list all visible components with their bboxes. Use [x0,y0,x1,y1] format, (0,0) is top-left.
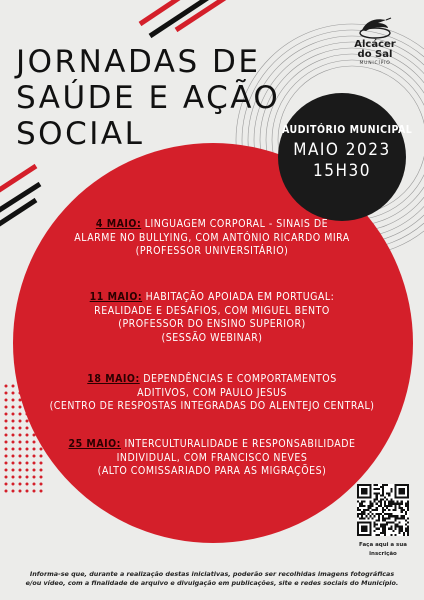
dot [12,483,15,486]
qr-caption-line-1: Faça aqui a sua [359,542,407,548]
notice-line-1: Informa-se que, durante a realização destas iniciativas, poderão ser recolhidas imagens fotográficas [29,570,395,578]
session-line-4: (SESSÃO WEBINAR) [161,331,263,344]
dot [26,420,29,423]
dot [12,406,15,409]
dot [19,469,22,472]
dot [5,476,8,479]
dot [19,413,22,416]
session-topic: INTERCULTURALIDADE E RESPONSABILIDADE [124,438,356,450]
session-line-2: ALARME NO BULLYING, COM ANTÓNIO RICARDO MIRA [74,231,350,244]
dot [19,441,22,444]
dot [5,427,8,430]
dot [12,427,15,430]
dot [5,434,8,437]
venue-time: 15H30 [313,161,371,181]
session-day: 11 MAIO: [89,291,143,303]
dot [5,406,8,409]
session-topic: DEPENDÊNCIAS E COMPORTAMENTOS [143,373,337,385]
dot [12,441,15,444]
dot [19,462,22,465]
session-item [24,438,400,479]
dot [19,455,22,458]
dot [12,385,15,388]
title-line-1: JORNADAS DE [16,44,261,80]
dot [40,483,43,486]
session-line-1 [24,438,400,452]
dot [5,455,8,458]
dot [26,483,29,486]
dot [5,469,8,472]
dot [12,469,15,472]
logo-name-line-1: Alcácer [354,39,396,50]
dot [19,406,22,409]
session-day: 18 MAIO: [87,373,140,385]
dot [5,483,8,486]
session-line-1 [24,218,400,232]
qr-code[interactable] [357,484,409,536]
venue-info [282,124,413,182]
dot [5,441,8,444]
session-line-2: REALIDADE E DESAFIOS, COM MIGUEL BENTO [94,304,330,317]
dot [12,448,15,451]
dot [12,392,15,395]
title-line-3: SOCIAL [16,116,145,152]
dot [5,399,8,402]
qr-caption-line-2: inscrição [369,550,397,557]
session-line-1 [24,373,400,387]
dot [5,448,8,451]
dot [5,392,8,395]
session-line-2: INDIVIDUAL, COM FRANCISCO NEVES [116,451,308,464]
dot [19,483,22,486]
municipality-logo [340,14,410,66]
dot [19,434,22,437]
dot [12,420,15,423]
logo-name-line-2: do Sal [357,49,393,60]
dot [5,462,8,465]
session-day: 25 MAIO: [68,438,121,450]
dot [12,462,15,465]
dot [26,427,29,430]
notice-line-2: e/ou vídeo, com a finalidade de arquivo e divulgação em publicações, site e redes sociais do Município. [25,578,399,587]
session-line-2: ADITIVOS, COM PAULO JESUS [137,386,287,399]
dot [12,399,15,402]
dot [12,476,15,479]
dot [19,420,22,423]
session-line-3: (PROFESSOR DO ENSINO SUPERIOR) [118,318,306,330]
session-topic: HABITAÇÃO APOIADA EM PORTUGAL: [145,291,335,303]
dot [19,476,22,479]
dot [40,490,43,493]
image-rights-notice [8,570,416,587]
session-topic: LINGUAGEM CORPORAL - SINAIS DE [144,218,329,230]
registration-qr[interactable] [357,484,409,557]
dot [12,434,15,437]
event-title [16,44,280,152]
dot [5,413,8,416]
session-line-3: (ALTO COMISSARIADO PARA AS MIGRAÇÕES) [97,465,327,477]
session-line-3: (CENTRO DE RESPOSTAS INTEGRADAS DO ALENTEJO CENTRAL) [49,400,375,412]
session-item [24,373,400,414]
session-line-1 [24,291,400,305]
venue-date: MAIO 2023 [293,140,391,160]
dot [12,455,15,458]
dot [12,413,15,416]
dot [26,434,29,437]
dot [5,420,8,423]
stork-emblem-icon [358,14,392,40]
dot [19,448,22,451]
dot [19,490,22,493]
session-item [24,218,400,259]
title-line-2: SAÚDE E AÇÃO [16,80,281,116]
dot [5,385,8,388]
dot [33,483,36,486]
dot [12,490,15,493]
session-item [24,291,400,345]
top-stripes [120,0,270,36]
dot [5,490,8,493]
dot [33,490,36,493]
session-day: 4 MAIO: [95,218,142,230]
dot [19,427,22,430]
venue-place: AUDITÓRIO MUNICIPAL [282,124,413,136]
session-line-3: (PROFESSOR UNIVERSITÁRIO) [135,245,289,257]
logo-subtitle: MUNICÍPIO [359,61,391,66]
dot [26,490,29,493]
